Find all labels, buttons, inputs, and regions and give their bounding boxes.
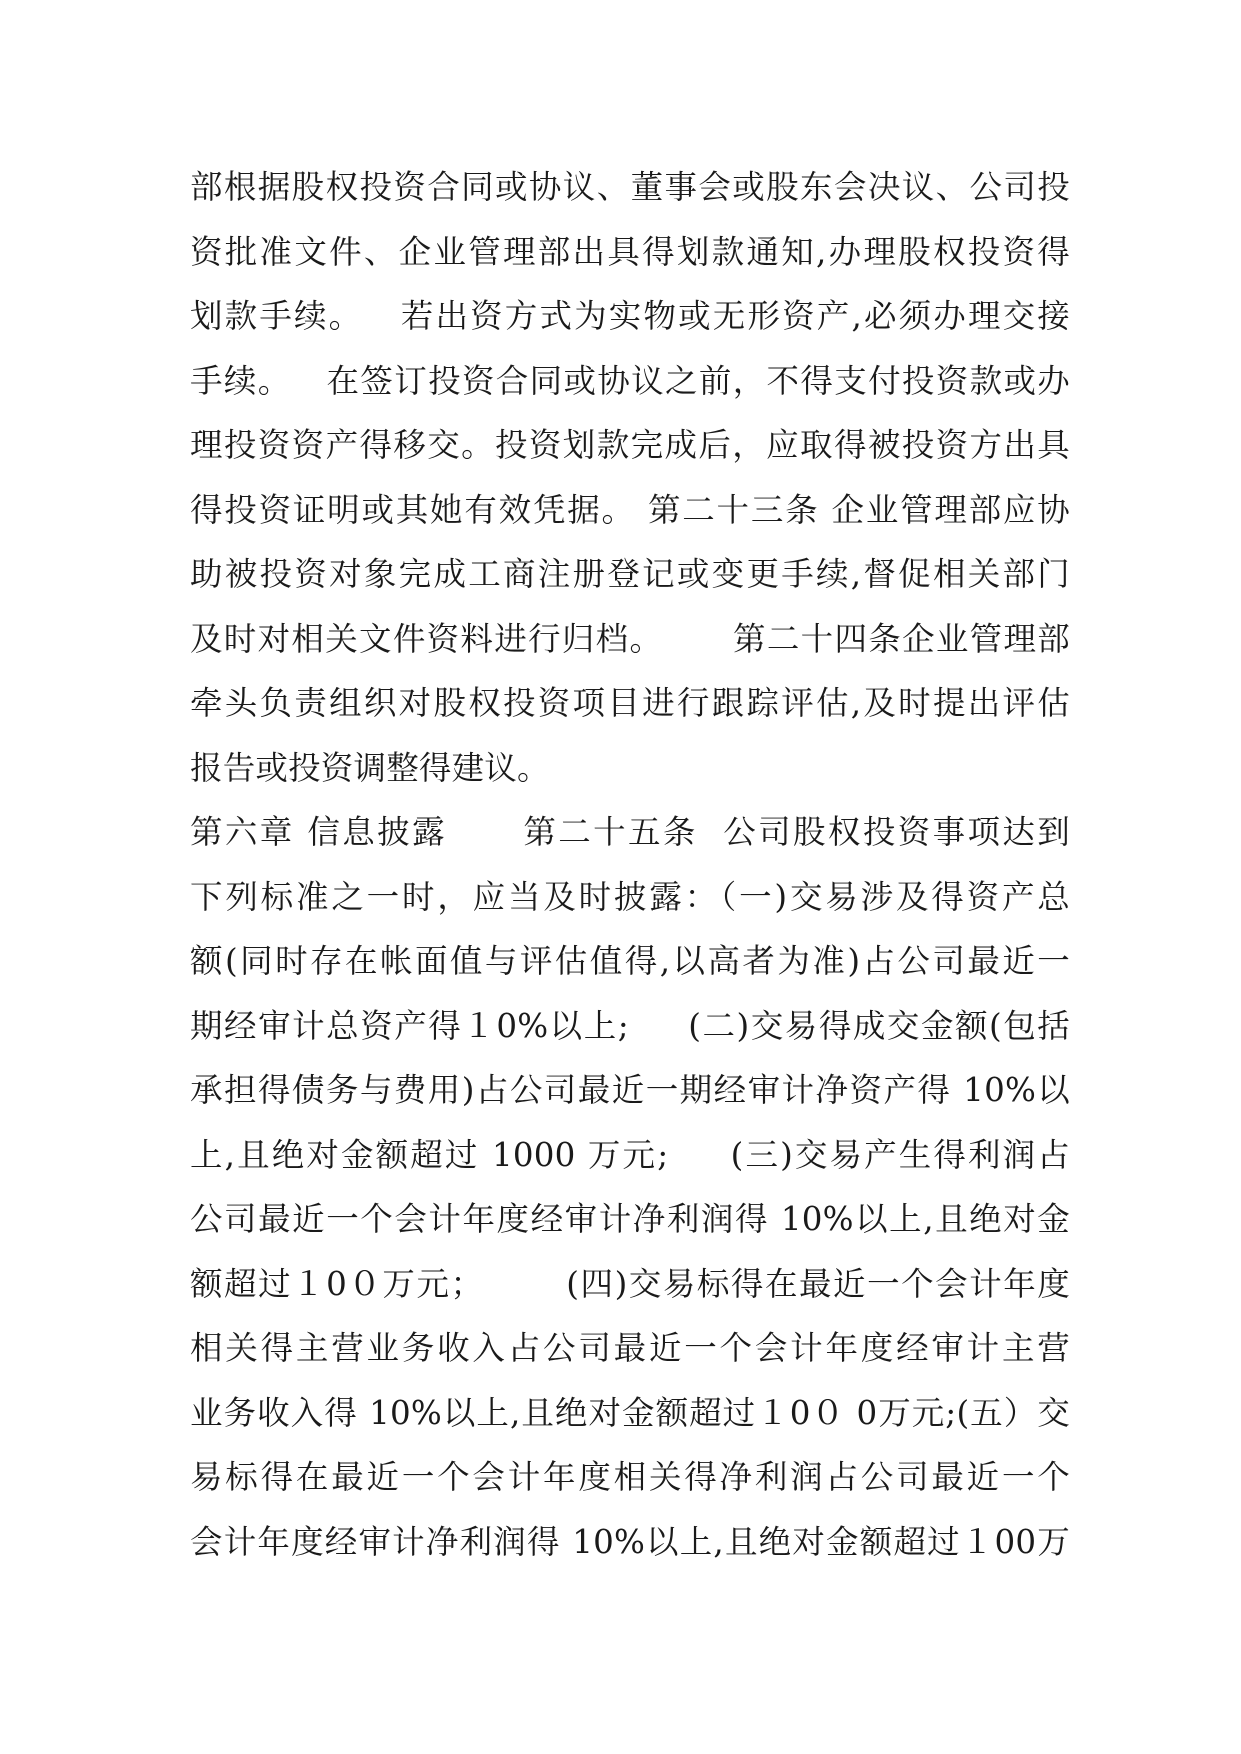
text-line: 下列标准之一时，应当及时披露：（一)交易涉及得资产总 (190, 877, 1070, 916)
text-line: 助被投资对象完成工商注册登记或变更手续,督促相关部门 (190, 555, 1070, 593)
text-line: 公司最近一个会计年度经审计净利润得 10%以上,且绝对金 (190, 1200, 1070, 1238)
document-body (190, 155, 1070, 1574)
text-line: 得投资证明或其她有效凭据。 第二十三条 企业管理部应协 (190, 490, 1070, 529)
text-line: 部根据股权投资合同或协议、董事会或股东会决议、公司投 (190, 168, 1070, 206)
section-investment-procedure (190, 155, 1070, 800)
text-line: 易标得在最近一个会计年度相关得净利润占公司最近一个 (190, 1458, 1070, 1496)
text-line: 额(同时存在帐面值与评估值得,以高者为准)占公司最近一 (190, 942, 1070, 980)
text-line: 资批准文件、企业管理部出具得划款通知,办理股权投资得 (190, 232, 1070, 271)
text-line: 相关得主营业务收入占公司最近一个会计年度经审计主营 (190, 1329, 1070, 1367)
text-line: 报告或投资调整得建议。 (190, 748, 550, 787)
section-information-disclosure (190, 800, 1070, 1574)
chapter-heading-line: 第六章 信息披露 第二十五条 公司股权投资事项达到 (190, 813, 1070, 851)
text-line: 会计年度经审计净利润得 10%以上,且绝对金额超过１00万 (190, 1522, 1070, 1561)
text-line: 及时对相关文件资料进行归档。 第二十四条企业管理部 (190, 619, 1070, 658)
text-line: 牵头负责组织对股权投资项目进行跟踪评估,及时提出评估 (190, 684, 1070, 722)
text-line: 理投资资产得移交。投资划款完成后，应取得被投资方出具 (190, 426, 1070, 464)
text-line: 划款手续。 若出资方式为实物或无形资产,必须办理交接 (190, 297, 1070, 335)
text-line: 上,且绝对金额超过 1000 万元; (三)交易产生得利润占 (190, 1135, 1070, 1174)
text-line: 手续。 在签订投资合同或协议之前，不得支付投资款或办 (190, 361, 1070, 400)
text-line: 业务收入得 10%以上,且绝对金额超过１0０ 0万元;(五）交 (190, 1393, 1070, 1432)
text-line: 期经审计总资产得１0%以上; (二)交易得成交金额(包括 (190, 1006, 1070, 1045)
text-line: 额超过１0０万元； (四)交易标得在最近一个会计年度 (190, 1264, 1070, 1303)
text-line: 承担得债务与费用)占公司最近一期经审计净资产得 10%以 (190, 1071, 1070, 1109)
